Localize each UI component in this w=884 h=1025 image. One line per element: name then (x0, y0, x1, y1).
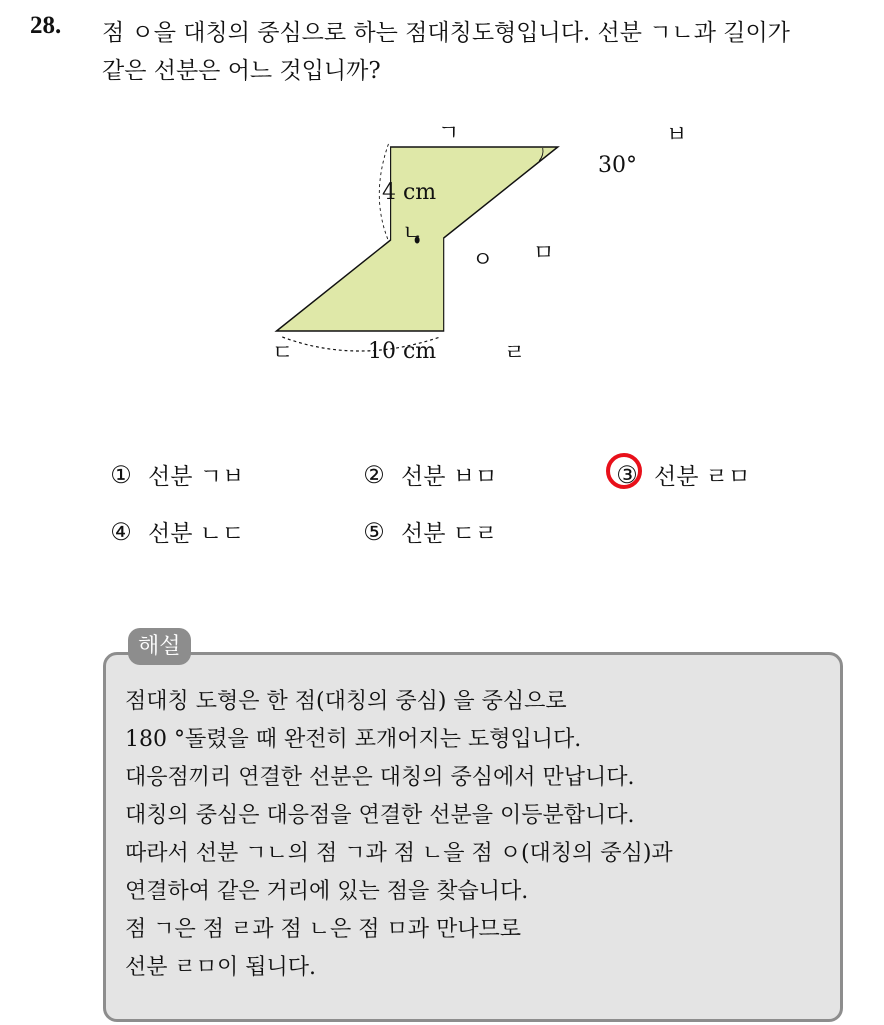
choice-5[interactable] (361, 515, 497, 548)
question-number: 28. (30, 12, 62, 39)
vertex-label-n: ㄴ (402, 221, 424, 246)
question-text-line-1: 점 ㅇ을 대칭의 중심으로 하는 점대칭도형입니다. 선분 ㄱㄴ과 길이가 (102, 20, 790, 46)
choice-2[interactable] (361, 458, 497, 491)
vertex-label-o: ㅇ (472, 248, 494, 273)
choice-4-text: 선분 ㄴㄷ (148, 521, 245, 547)
selected-answer-circle (606, 453, 642, 489)
solution-line: 점대칭 도형은 한 점(대칭의 중심) 을 중심으로 (125, 689, 567, 714)
choice-2-number: ② (363, 460, 385, 489)
choice-3-number-wrap (614, 461, 640, 489)
solution-line: 180 °돌렸을 때 완전히 포개어지는 도형입니다. (125, 727, 582, 752)
vertex-label-b: ㅂ (666, 123, 688, 148)
choice-2-text: 선분 ㅂㅁ (401, 464, 498, 490)
choice-3[interactable] (614, 458, 750, 491)
solution-line: 대칭의 중심은 대응점을 연결한 선분을 이등분합니다. (125, 803, 635, 828)
solution-line: 연결하여 같은 거리에 있는 점을 찾습니다. (125, 879, 529, 904)
choice-1-number: ① (110, 460, 132, 489)
length-label-gn: 4 cm (382, 180, 437, 205)
solution-line: 선분 ㄹㅁ이 됩니다. (125, 955, 316, 980)
choice-3-text: 선분 ㄹㅁ (654, 464, 751, 490)
solution-line: 점 ㄱ은 점 ㄹ과 점 ㄴ은 점 ㅁ과 만나므로 (125, 917, 521, 942)
symmetric-figure (250, 115, 688, 375)
choice-1[interactable] (108, 458, 244, 491)
question-text-line-2: 같은 선분은 어느 것입니까? (102, 58, 381, 84)
choice-4[interactable] (108, 515, 244, 548)
choice-5-text: 선분 ㄷㄹ (401, 521, 498, 547)
solution-body (125, 683, 673, 987)
choice-3-number: ③ (616, 460, 638, 489)
choice-5-number: ⑤ (363, 517, 385, 546)
choice-4-number: ④ (110, 517, 132, 546)
vertex-label-g: ㄱ (438, 121, 460, 146)
vertex-label-m: ㅁ (533, 241, 555, 266)
solution-title: 해설 (128, 628, 191, 665)
length-label-dr: 10 cm (368, 339, 437, 364)
solution-line: 따라서 선분 ㄱㄴ의 점 ㄱ과 점 ㄴ을 점 ㅇ(대칭의 중심)과 (125, 841, 673, 866)
vertex-label-r: ㄹ (504, 341, 526, 366)
choice-1-text: 선분 ㄱㅂ (148, 464, 245, 490)
vertex-label-d: ㄷ (272, 341, 294, 366)
angle-label: 30° (598, 153, 637, 178)
solution-line: 대응점끼리 연결한 선분은 대칭의 중심에서 만납니다. (125, 765, 635, 790)
